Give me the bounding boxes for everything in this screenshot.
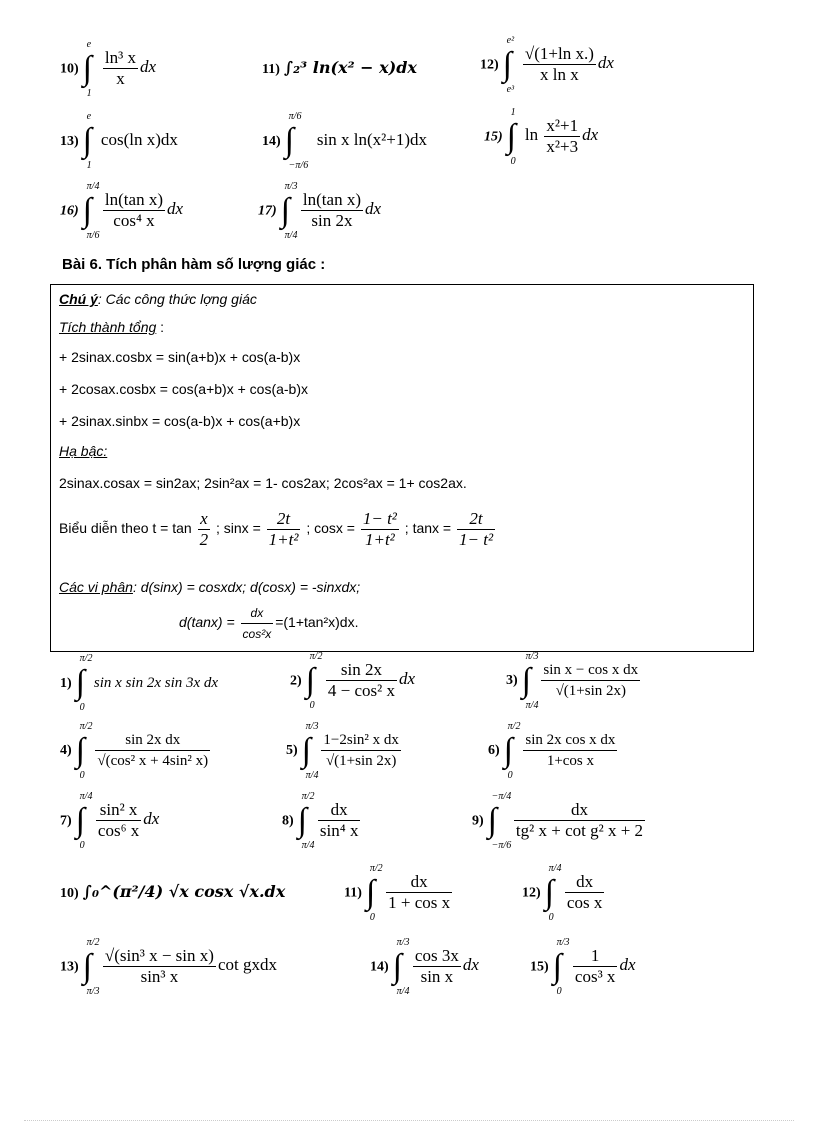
exercise-10: 10) ∫ e 1 $\frac{\text{ln³ x}}{x}$ dx: [60, 38, 157, 99]
integral-sign: ∫ π/3 π/4: [280, 180, 298, 241]
fraction: $\frac{\text{ln(tan x)}}{\sin 2x}$: [302, 190, 361, 230]
exercise-14: 14) ∫ π/6 −π/6 sin x ln(x²+1)dx: [262, 111, 427, 171]
t-substitution: Biểu diễn theo t = tan $\frac{x}{2}$ ; sinx = $\frac{2t}{\text{1+t²}}$ ; cosx = $\frac{\text{1− t²}}{\text{1+t²}}$ ; tanx = $\frac{2t}{\text{1− t²}}$: [59, 509, 494, 549]
formula-2: + 2cosax.cosbx = cos(a+b)x + cos(a-b)x: [59, 381, 308, 397]
fraction: $\frac{\text{ln³ x}}{x}$: [104, 48, 136, 88]
exercise-15: 15) ∫ 1 0 ln $\frac{\text{x²+1}}{\text{x²+3}}$ dx: [484, 106, 599, 167]
exercise-12: 12) ∫ e² e³ $\frac{\text{√(1+ln x.)}}{\text{x ln x}}$ dx: [480, 34, 614, 95]
exercise-17: 17) ∫ π/3 π/4 $\frac{\text{ln(tan x)}}{\sin 2x}$ dx: [258, 180, 382, 241]
integral-sign: ∫ 1 0: [506, 106, 516, 167]
exercise-b1: 1) ∫ π/2 0 sin x sin 2x sin 3x dx: [60, 653, 219, 713]
exercise-b11: 11) ∫ π/2 0 $\frac{dx}{\text{1 + cos x}}$: [344, 862, 451, 923]
exercise-11: 11) ∫₂³ ln(x² − x)dx: [262, 58, 417, 77]
product-to-sum-heading: Tích thành tổng :: [59, 319, 165, 335]
exercise-b10: 10) ∫₀^(π²/4) √x cosx √x.dx: [60, 882, 286, 901]
fraction: $\frac{\text{ln(tan x)}}{\text{cos⁴ x}}$: [104, 190, 163, 230]
formula-3: + 2sinax.sinbx = cos(a-b)x + cos(a+b)x: [59, 413, 301, 429]
exercise-b6: 6) ∫ π/2 0 $\frac{\text{sin 2x cos x dx}}{\text{1+cos x}}$: [488, 720, 616, 781]
formula-1: + 2sinax.cosbx = sin(a+b)x + cos(a-b)x: [59, 349, 301, 365]
exercise-b5: 5) ∫ π/3 π/4 $\frac{\text{1−2sin² x dx}}{√(1+\sin 2x)}$: [286, 720, 399, 781]
exercise-b9: 9) ∫ −π/4 −π/6 $\frac{dx}{\text{tg² x + cot g² x + 2}}$: [472, 790, 644, 851]
exercise-b15: 15) ∫ π/3 0 $\frac{1}{\text{cos³ x}}$ dx: [530, 936, 636, 997]
exercise-b12: 12) ∫ π/4 0 $\frac{dx}{\text{cos x}}$: [522, 862, 603, 923]
formula-box: [50, 284, 754, 652]
fraction: $\frac{\text{x²+1}}{\text{x²+3}}$: [546, 116, 579, 156]
exercise-b2: 2) ∫ π/2 0 $\frac{\sin 2x}{\text{4 − cos² x}}$ dx: [290, 650, 416, 711]
integral-sign: ∫ π/6 −π/6: [284, 111, 309, 171]
section-title: Bài 6. Tích phân hàm số lượng giác :: [62, 256, 326, 273]
exercise-b8: 8) ∫ π/2 π/4 $\frac{dx}{\text{sin⁴ x}}$: [282, 790, 359, 851]
note-header: Chú ý: Các công thức lợng giác: [59, 291, 257, 307]
exercise-b13: 13) ∫ π/2 π/3 $\frac{\text{√(sin³ x − sin x)}}{\text{sin³ x}}$ cot gxdx: [60, 936, 277, 997]
exercise-b7: 7) ∫ π/4 0 $\frac{\text{sin² x}}{\text{cos⁶ x}}$ dx: [60, 790, 160, 851]
exercise-b4: 4) ∫ π/2 0 $\frac{\text{sin 2x dx}}{\text{√(cos² x + 4sin² x)}}$: [60, 720, 209, 781]
integral-sign: ∫ π/4 π/6: [82, 180, 100, 241]
integral-sign: ∫ e² e³: [502, 34, 515, 95]
dtan-formula: d(tanx) = $\frac{dx}{\text{cos²x}}$ =(1+tan²x)dx.: [179, 603, 358, 644]
lower-degree-heading: Hạ bậc:: [59, 443, 108, 459]
lower-degree-formula: 2sinax.cosax = sin2ax; 2sin²ax = 1- cos2ax; 2cos²ax = 1+ cos2ax.: [59, 475, 467, 491]
exercise-b14: 14) ∫ π/3 π/4 $\frac{\cos 3x}{\text{sin x}}$ dx: [370, 936, 479, 997]
differentials: Các vi phân: d(sinx) = cosxdx; d(cosx) = -sinxdx;: [59, 579, 361, 595]
exercise-16: 16) ∫ π/4 π/6 $\frac{\text{ln(tan x)}}{\text{cos⁴ x}}$ dx: [60, 180, 184, 241]
integral-sign: ∫ e 1: [82, 111, 92, 171]
exercise-b3: 3) ∫ π/3 π/4 $\frac{\text{sin x − cos x dx}}{√(1+\sin 2x)}$: [506, 650, 639, 711]
page-bottom-divider: [24, 1120, 794, 1121]
exercise-13: 13) ∫ e 1 cos(ln x)dx: [60, 111, 178, 171]
integral-sign: ∫ e 1: [82, 38, 92, 99]
fraction: $\frac{\text{√(1+ln x.)}}{\text{x ln x}}$: [524, 44, 594, 84]
